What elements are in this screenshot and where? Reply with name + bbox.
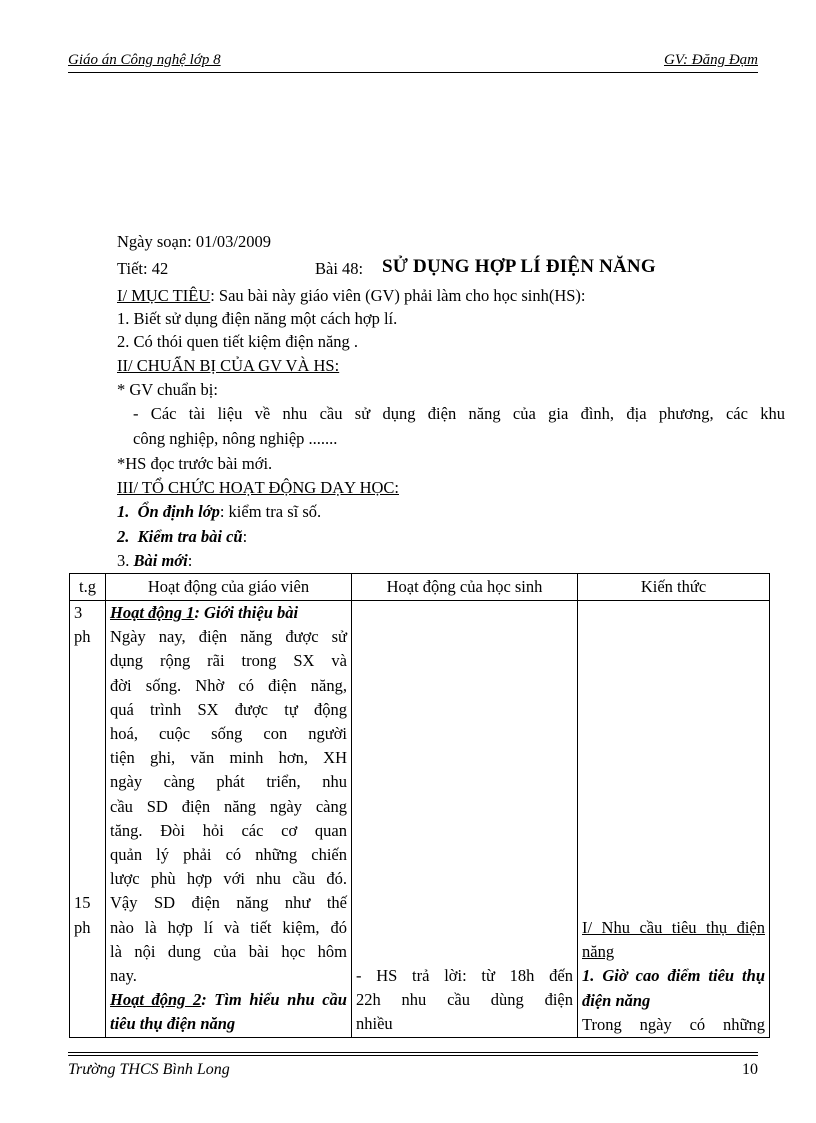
teacher-text-line: là nội dung của bài học hôm — [110, 941, 347, 961]
knowledge-heading: I/ Nhu cầu tiêu thụ điện năng — [582, 918, 765, 962]
table-header-row — [70, 574, 770, 601]
teacher-text-line: dụng rộng rãi trong SX và — [110, 651, 347, 671]
teacher-prep-item-line1: - Các tài liệu về nhu cầu sử dụng điện năng của gia đình, địa phương, các khu — [133, 404, 785, 423]
activity-1-label: Hoạt động 1 — [110, 603, 195, 622]
step-1-number: 1. — [117, 502, 130, 521]
step-2-number: 2. — [117, 527, 130, 546]
step-3-text: : — [187, 551, 193, 570]
teacher-text-line: đời sống. Nhờ có điện năng, — [110, 675, 347, 695]
activity-1-heading — [110, 601, 347, 625]
goal-1: 1. Biết sử dụng điện năng một cách hợp lí. — [117, 309, 398, 328]
teacher-text-line: tăng. Đòi hỏi các cơ quan — [110, 820, 347, 840]
preparation-heading: II/ CHUẨN BỊ CỦA GV VÀ HS: — [117, 356, 340, 375]
footer-school: Trường THCS Bình Long — [68, 1061, 230, 1078]
teacher-text-line: quản lý phải có những chiến — [110, 845, 347, 865]
period-label: Tiết: 42 — [117, 259, 169, 278]
activities-heading: III/ TỔ CHỨC HOẠT ĐỘNG DẠY HỌC: — [117, 478, 399, 497]
header-knowledge: Kiến thức — [578, 574, 770, 601]
header-teacher: GV: Đăng Đạm — [663, 52, 758, 68]
teacher-text-line: hoá, cuộc sống con người — [110, 724, 347, 744]
knowledge-subheading: 1. Giờ cao điểm tiêu thụ điện năng — [582, 966, 765, 1010]
activity-1-title: : Giới thiệu bài — [194, 603, 299, 622]
objectives-line — [117, 286, 586, 306]
step-1-text: : kiểm tra sĩ số. — [219, 502, 322, 521]
teacher-text-line: cầu SD điện năng ngày càng — [110, 796, 347, 816]
activity-2-label: Hoạt động 2 — [110, 990, 202, 1010]
student-prep: *HS đọc trước bài mới. — [117, 454, 273, 473]
step-3-label: Bài mới — [133, 551, 188, 570]
step-1 — [117, 502, 321, 522]
date-line: Ngày soạn: 01/03/2009 — [117, 232, 271, 251]
teacher-prep-item-line2: công nghiệp, nông nghiệp ....... — [133, 429, 338, 448]
teacher-text-line: Ngày nay, điện năng được sử — [110, 627, 347, 647]
time-1: 3 ph — [74, 603, 91, 647]
page-header — [68, 52, 758, 73]
activity-2-heading — [110, 988, 347, 1036]
lesson-title-row — [117, 256, 697, 280]
teacher-text-line: nay. — [110, 966, 137, 986]
step-1-label: Ổn định lớp — [137, 502, 220, 521]
teacher-prep-label: * GV chuẩn bị: — [117, 380, 218, 399]
student-text-line: nhiều — [356, 1014, 393, 1034]
lesson-title: SỬ DỤNG HỢP LÍ ĐIỆN NĂNG — [382, 256, 656, 277]
time-cell — [70, 601, 106, 1038]
step-3-number: 3. — [117, 551, 130, 570]
lesson-number: Bài 48: — [315, 259, 364, 278]
lesson-table — [69, 573, 770, 1038]
objectives-intro: : Sau bài này giáo viên (GV) phải làm cho học sinh(HS): — [210, 286, 586, 305]
teacher-text-line: tiện ghi, văn minh hơn, XH — [110, 748, 347, 768]
header-student-activity: Hoạt động của học sinh — [352, 574, 578, 601]
teacher-text-line: nào là hợp lí và tiết kiệm, đó — [110, 917, 347, 937]
step-3 — [117, 551, 192, 571]
objectives-heading: I/ MỤC TIÊU — [117, 286, 211, 305]
student-activity-cell — [352, 601, 578, 1038]
student-text-line: 22h nhu cầu dùng điện — [356, 990, 573, 1010]
knowledge-text: Trong ngày có những — [582, 1014, 765, 1034]
activity-2-title: : Tìm hiểu nhu cầu tiêu thụ điện năng — [110, 990, 347, 1034]
teacher-text-line: quá trình SX được tự động — [110, 699, 347, 719]
page-number: 10 — [742, 1061, 758, 1078]
goal-2: 2. Có thói quen tiết kiệm điện năng . — [117, 332, 359, 351]
teacher-text-line: ngày càng phát triển, nhu — [110, 772, 347, 792]
teacher-activity-cell — [106, 601, 352, 1038]
table-row — [70, 601, 770, 1038]
header-time: t.g — [70, 574, 106, 601]
step-2-label: Kiểm tra bài cũ — [137, 527, 243, 546]
footer-rule-thin — [68, 1055, 758, 1056]
header-teacher-activity: Hoạt động của giáo viên — [106, 574, 352, 601]
knowledge-cell — [578, 601, 770, 1038]
header-course: Giáo án Công nghệ lớp 8 — [68, 52, 221, 68]
time-2: 15 ph — [74, 893, 91, 937]
teacher-text-line: Vậy SD điện năng như thế — [110, 893, 347, 913]
step-2-text: : — [242, 527, 248, 546]
footer-rule — [68, 1052, 758, 1053]
teacher-text-line: lược phù hợp với nhu cầu đó. — [110, 869, 347, 889]
step-2 — [117, 527, 247, 547]
student-text-line: - HS trả lời: từ 18h đến — [356, 966, 573, 985]
